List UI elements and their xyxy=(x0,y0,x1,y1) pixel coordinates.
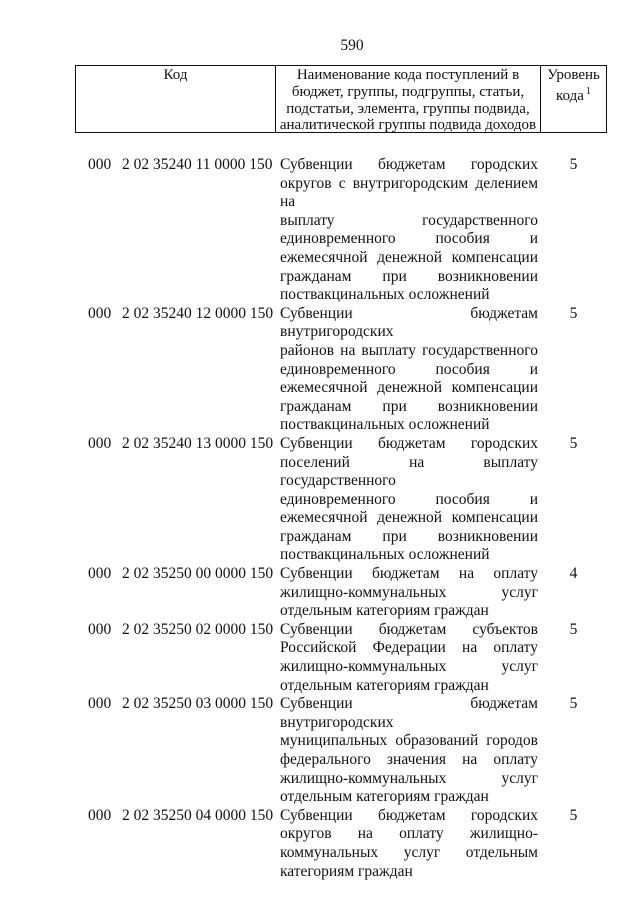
description-line: Субвенции бюджетам на оплату xyxy=(280,565,538,583)
description-line: Субвенции бюджетам внутригородских xyxy=(280,304,538,341)
budget-code: 2 02 35250 00 0000 150 xyxy=(122,565,274,583)
header-code-column xyxy=(76,66,275,132)
description-line: выплату государственного xyxy=(280,211,538,229)
description-line: жилищно-коммунальных услуг xyxy=(280,769,538,787)
description-line: единовременного пособия и xyxy=(280,360,538,378)
header-name-line: Наименование кода поступлений в xyxy=(296,67,520,83)
description-line: гражданам при возникновении xyxy=(280,267,538,285)
header-name-line: бюджет, группы, подгруппы, статьи, xyxy=(291,83,525,100)
description-line: гражданам при возникновении xyxy=(280,527,538,545)
header-name-column xyxy=(275,66,540,132)
code-description xyxy=(280,695,538,807)
description-line: федерального значения на оплату xyxy=(280,751,538,768)
budget-code: 2 02 35250 04 0000 150 xyxy=(122,806,274,824)
table-row xyxy=(0,621,640,695)
admin-code: 000 xyxy=(88,304,112,322)
footnote-marker: 1 xyxy=(585,85,591,97)
description-line: Субвенции бюджетам городских xyxy=(280,156,538,173)
description-line: категориям граждан xyxy=(280,862,413,880)
table-row xyxy=(0,565,640,621)
budget-code: 2 02 35240 11 0000 150 xyxy=(122,156,273,173)
level-value: 5 xyxy=(569,806,578,824)
level-value: 4 xyxy=(569,565,578,583)
description-line: Субвенции бюджетам городских xyxy=(280,806,538,824)
header-level-label: Уровень xyxy=(547,67,600,83)
description-line: поствакцинальных осложнений xyxy=(280,546,490,564)
description-line: единовременного пособия и xyxy=(280,230,538,248)
table-row xyxy=(0,156,640,305)
level-value: 5 xyxy=(569,434,578,452)
table-row xyxy=(0,807,640,881)
description-line: коммунальных услуг отдельным xyxy=(280,843,538,861)
description-line: ежемесячной денежной компенсации xyxy=(280,248,538,266)
description-line: поствакцинальных осложнений xyxy=(280,286,490,304)
header-code-label: Код xyxy=(163,67,188,83)
budget-code: 2 02 35250 03 0000 150 xyxy=(122,695,274,713)
description-line: округов на оплату жилищно- xyxy=(280,825,538,843)
code-description xyxy=(280,435,538,565)
description-line: Субвенции бюджетам городских xyxy=(280,434,538,452)
budget-code: 2 02 35250 02 0000 150 xyxy=(122,620,274,638)
header-level-column xyxy=(540,66,606,132)
admin-code: 000 xyxy=(88,565,112,583)
description-line: районов на выплату государственного xyxy=(280,341,538,359)
budget-code: 2 02 35240 13 0000 150 xyxy=(122,434,274,452)
description-line: округов с внутригородским делением на xyxy=(280,174,538,211)
description-line: поселений на выплату государственного xyxy=(280,453,538,490)
admin-code: 000 xyxy=(88,806,112,824)
description-line: жилищно-коммунальных услуг xyxy=(280,658,538,676)
description-line: гражданам при возникновении xyxy=(280,397,538,415)
header-name-line: аналитической группы подвида доходов xyxy=(279,117,537,134)
table-body xyxy=(0,156,640,881)
admin-code: 000 xyxy=(88,156,112,173)
description-line: отдельным категориям граждан xyxy=(280,788,489,806)
table-header xyxy=(75,65,607,133)
header-level-code-label: кода xyxy=(556,87,584,104)
level-value: 5 xyxy=(569,304,578,322)
description-line: Субвенции бюджетам внутригородских xyxy=(280,695,538,731)
description-line: Субвенции бюджетам субъектов xyxy=(280,620,538,638)
description-line: отдельным категориям граждан xyxy=(280,602,489,620)
admin-code: 000 xyxy=(88,620,112,638)
code-description xyxy=(280,621,538,695)
table-row xyxy=(0,435,640,565)
budget-code: 2 02 35240 12 0000 150 xyxy=(122,304,274,322)
description-line: отдельным категориям граждан xyxy=(280,676,489,694)
description-line: поствакцинальных осложнений xyxy=(280,416,490,434)
code-description xyxy=(280,305,538,435)
code-description xyxy=(280,156,538,305)
header-level-code-line xyxy=(541,84,606,105)
description-line: единовременного пособия и xyxy=(280,490,538,508)
description-line: ежемесячной денежной компенсации xyxy=(280,509,538,527)
table-row xyxy=(0,305,640,435)
code-description xyxy=(280,807,538,881)
admin-code: 000 xyxy=(88,695,112,713)
level-value: 5 xyxy=(569,156,578,173)
description-line: жилищно-коммунальных услуг xyxy=(280,583,538,601)
header-name-line: подстатьи, элемента, группы подвида, xyxy=(286,100,530,117)
description-line: ежемесячной денежной компенсации xyxy=(280,379,538,397)
description-line: Российской Федерации на оплату xyxy=(280,639,538,657)
admin-code: 000 xyxy=(88,434,112,452)
level-value: 5 xyxy=(569,620,578,638)
table-row xyxy=(0,695,640,807)
page-number: 590 xyxy=(340,37,364,54)
code-description xyxy=(280,565,538,621)
level-value: 5 xyxy=(569,695,578,713)
description-line: муниципальных образований городов xyxy=(280,732,538,750)
